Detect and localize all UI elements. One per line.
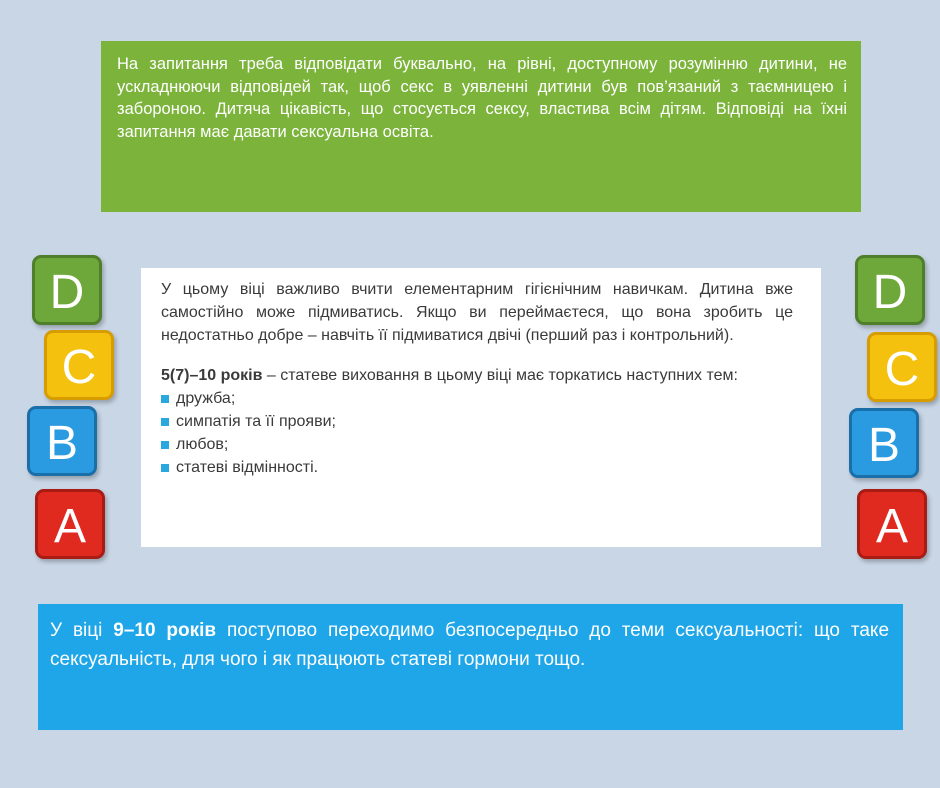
green-info-box	[101, 41, 861, 212]
white-info-box	[141, 268, 821, 547]
square-bullet-icon	[161, 418, 169, 426]
letter-block-d-right: D	[855, 255, 925, 325]
age-range-bold: 5(7)–10 років	[161, 367, 263, 384]
letter-block-d-left: D	[32, 255, 102, 325]
square-bullet-icon	[161, 395, 169, 403]
blue-age-bold: 9–10 років	[113, 620, 217, 641]
blue-info-box	[38, 604, 903, 730]
list-item: статеві відмінності.	[161, 456, 793, 479]
blue-rest: поступово переходимо безпосередньо до теми сексуальності: що таке сексуальність, для чого і як працюють статеві гормони тощо.	[50, 620, 890, 670]
age-topics-paragraph	[161, 364, 793, 387]
letter-block-a-right: A	[857, 489, 927, 559]
letter-block-c-left: C	[44, 330, 114, 400]
square-bullet-icon	[161, 464, 169, 472]
green-info-text: На запитання треба відповідати буквально, на рівні, доступному розумінню дитини, не ускладнюючи відповідей так, щоб секс в уявленні дитини був пов’язаний з таємницею і забороною. Дитяча цікавість, що стосується сексу, властива всім дітям. Відповіді на їхні запитання має давати сексуальна освіта.	[117, 55, 847, 141]
letter-block-b-left: B	[27, 406, 97, 476]
age-topics-text: – статеве виховання в цьому віці має торкатись наступних тем:	[262, 367, 738, 384]
blue-prefix: У віці	[50, 620, 114, 641]
letter-block-c-right: C	[867, 332, 937, 402]
list-item: дружба;	[161, 387, 793, 410]
hygiene-paragraph: У цьому віці важливо вчити елементарним гігієнічним навичкам. Дитина вже самостійно може підмиватись. Якщо ви переймаєтеся, що вона зробить це недостатньо добре – навчіть її підмиватися двічі (перший раз і контрольний).	[161, 281, 793, 344]
list-item: симпатія та її прояви;	[161, 410, 793, 433]
letter-block-a-left: A	[35, 489, 105, 559]
list-item: любов;	[161, 433, 793, 456]
letter-block-b-right: B	[849, 408, 919, 478]
topics-list	[161, 387, 793, 479]
square-bullet-icon	[161, 441, 169, 449]
